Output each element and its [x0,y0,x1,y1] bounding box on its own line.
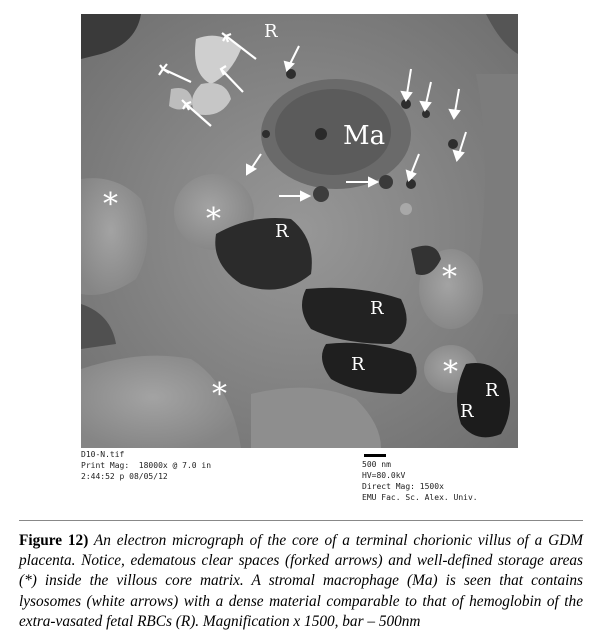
print-magnification: Print Mag: 18000x @ 7.0 in [81,461,212,470]
rbc-label-mid-right: R [370,298,384,319]
file-name: D10-N.tif [81,450,125,459]
micrograph-metadata-left [81,449,211,482]
storage-marker-left: * [103,187,118,222]
scale-bar-label: 500 nm [362,460,391,469]
rbc-label-lower: R [351,354,365,375]
caption-text: An electron micrograph of the core of a terminal chorionic villus of a GDM placenta. Notice, edematous clear spaces (forked arrows) and well-defined storage areas (*) inside the villous core matrix. A stromal macrophage (Ma) is seen that contains lysosomes (white arrows) with a dense material comparable to that of hemoglobin of the extra-vasated fetal RBCs (R). Magnification x 1500, bar – 500nm [19,532,583,630]
micrograph-image [81,14,518,448]
storage-marker-right: * [442,260,457,295]
rbc-label-center: R [275,221,289,242]
micrograph-metadata-right [362,449,478,503]
rbc-label-bottom-right: R [460,401,474,422]
storage-marker-bottom: * [212,377,227,412]
figure-caption [19,531,583,632]
storage-marker-lower-right: * [443,355,458,390]
direct-magnification: Direct Mag: 1500x [362,482,444,491]
institution: EMU Fac. Sc. Alex. Univ. [362,493,478,502]
rbc-label-right: R [485,380,499,401]
accelerating-voltage: HV=80.0kV [362,471,406,480]
capture-timestamp: 2:44:52 p 08/05/12 [81,472,168,481]
macrophage-label: Ma [343,121,386,151]
storage-marker-center: * [206,202,221,237]
scale-bar [364,454,386,457]
caption-figure-number: Figure 12) [19,532,89,549]
rbc-label-top: R [264,21,278,42]
electron-micrograph [81,14,518,448]
caption-divider [19,520,583,521]
